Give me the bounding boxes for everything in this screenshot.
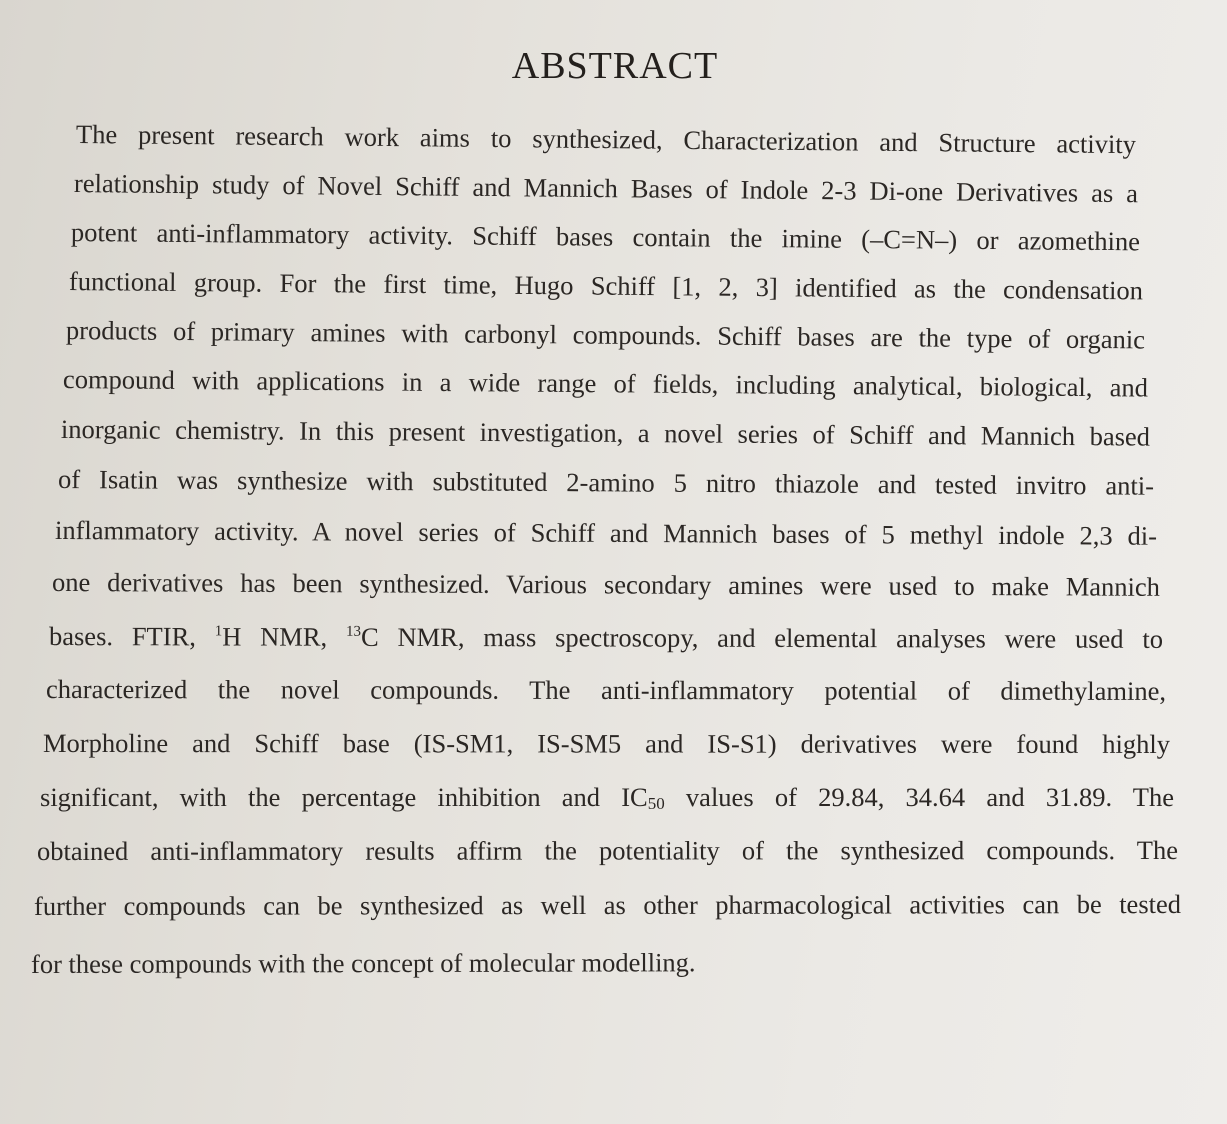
abstract-line-8: of Isatin was synthesize with substituted 2-amino 5 nitro thiazole and tested invitro anti- [57, 464, 1155, 501]
line-14-text-b: values of 29.84, 34.64 and 31.89. The [664, 782, 1174, 812]
abstract-line-9: inflammatory activity. A novel series of Schiff and Mannich bases of 5 methyl indole 2,3 di- [54, 515, 1158, 551]
line-11-text-a: bases. FTIR, [48, 621, 215, 652]
line-14-text-a: significant, with the percentage inhibition and IC [40, 782, 648, 812]
abstract-line-15: obtained anti-inflammatory results affirm the potentiality of the synthesized compounds. The [36, 835, 1179, 866]
superscript-1: 1 [214, 623, 223, 640]
abstract-line-3: potent anti-inflammatory activity. Schiff bases contain the imine (–C=N–) or azomethine [70, 217, 1141, 257]
abstract-line-4: functional group. For the first time, Hugo Schiff [1, 2, 3] identified as the condensation [68, 266, 1144, 306]
abstract-line-11 [49, 620, 1163, 655]
abstract-line-14 [40, 781, 1174, 813]
abstract-line-6: compound with applications in a wide range of fields, including analytical, biological, and [62, 364, 1149, 403]
abstract-line-5: products of primary amines with carbonyl compounds. Schiff bases are the type of organic [65, 315, 1146, 355]
abstract-title: ABSTRACT [511, 45, 719, 87]
abstract-line-17: for these compounds with the concept of molecular modelling. [30, 947, 696, 979]
abstract-line-2: relationship study of Novel Schiff and Mannich Bases of Indole 2-3 Di-one Derivatives as a [73, 168, 1139, 209]
line-11-text-b: H NMR, [222, 621, 347, 652]
subscript-50: 50 [647, 794, 665, 813]
abstract-line-13: Morpholine and Schiff base (IS-SM1, IS-SM5 and IS-S1) derivatives were found highly [42, 728, 1171, 759]
abstract-line-12: characterized the novel compounds. The anti-inflammatory potential of dimethylamine, [45, 674, 1167, 706]
superscript-13: 13 [345, 623, 362, 640]
line-11-text-c: C NMR, mass spectroscopy, and elemental analyses were used to [360, 621, 1164, 654]
abstract-line-1: The present research work aims to synthesized, Characterization and Structure activity [75, 119, 1137, 160]
abstract-line-16: further compounds can be synthesized as well as other pharmacological activities can be tested [33, 888, 1182, 921]
abstract-line-7: inorganic chemistry. In this present investigation, a novel series of Schiff and Mannich based [60, 414, 1151, 452]
abstract-line-10: one derivatives has been synthesized. Various secondary amines were used to make Mannich [51, 567, 1161, 602]
